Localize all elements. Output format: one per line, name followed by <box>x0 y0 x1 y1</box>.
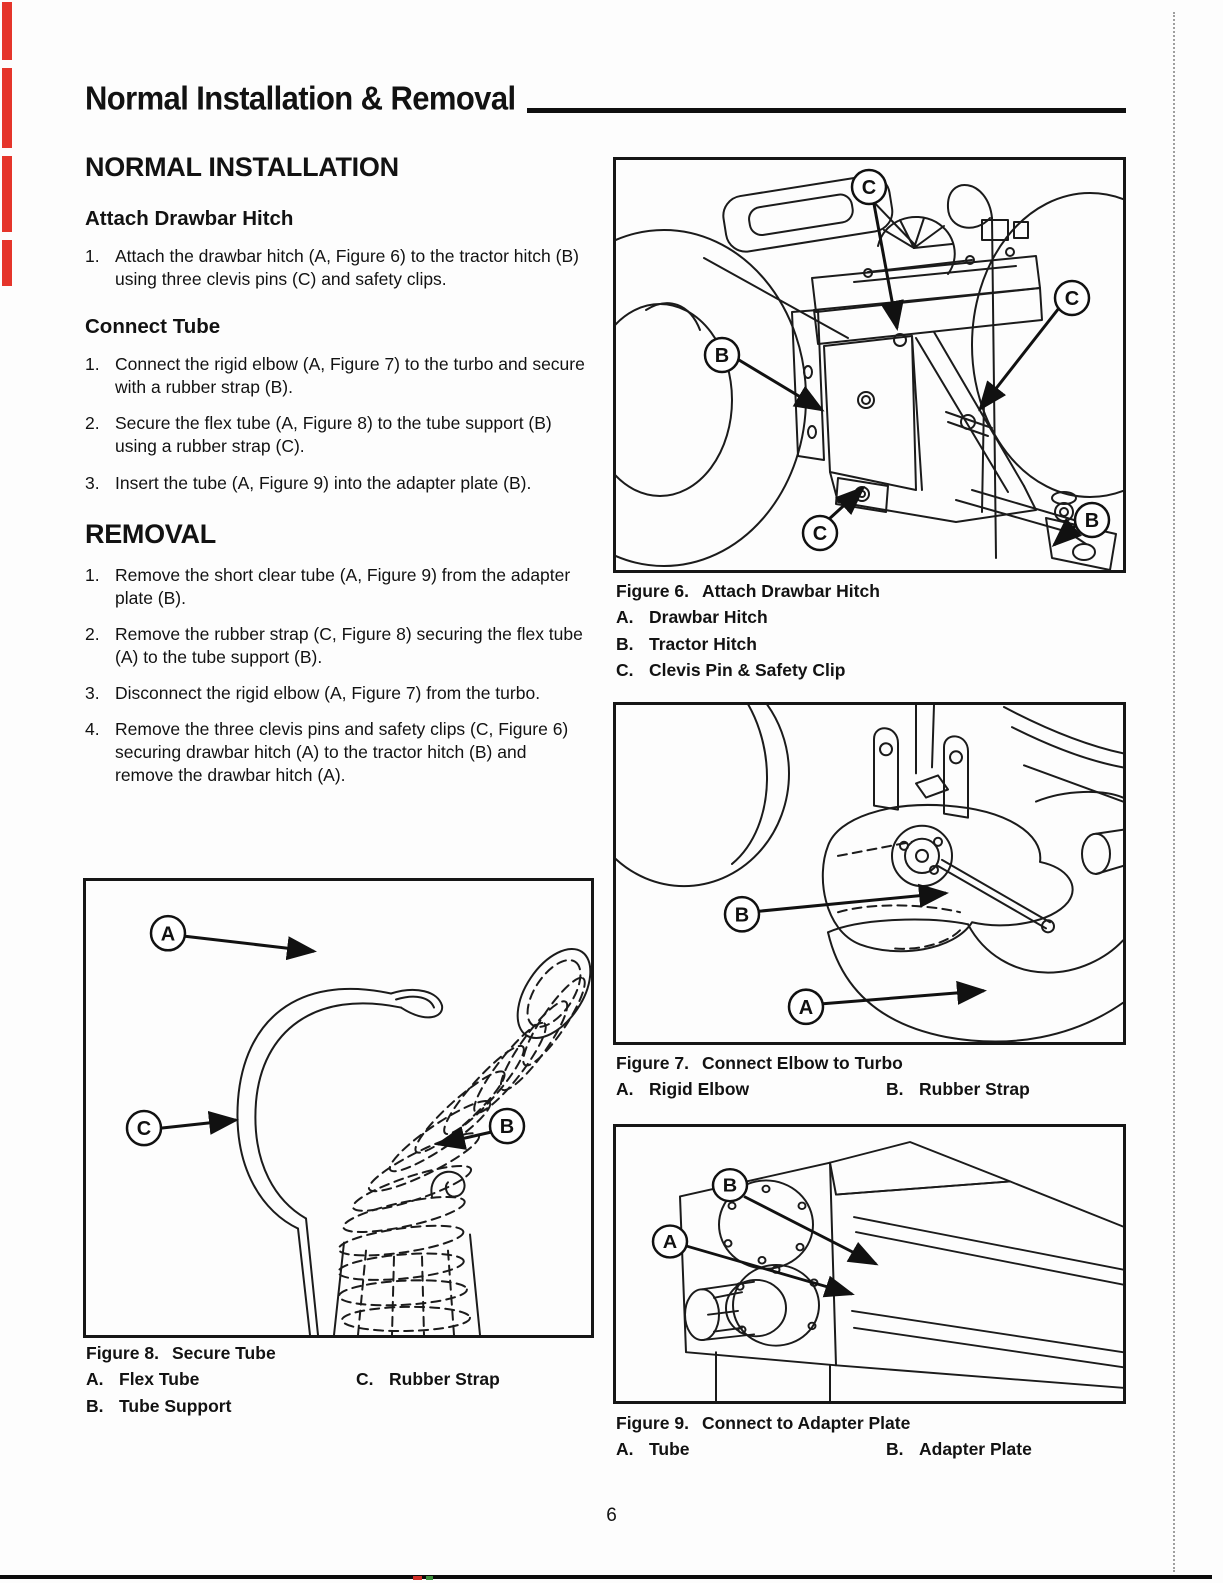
scan-artifact-green-dash <box>426 1576 433 1580</box>
item-number: 4. <box>85 719 100 740</box>
legend-row <box>86 1366 591 1392</box>
turbo-elbow-drawing <box>616 705 1123 1042</box>
figure-6-drawing <box>616 160 1123 570</box>
figure-label: Figure 6. <box>616 581 689 601</box>
bottom-rule <box>0 1575 1212 1579</box>
subheading-attach-drawbar-hitch: Attach Drawbar Hitch <box>85 207 294 230</box>
figure-label: Figure 9. <box>616 1413 689 1433</box>
item-number: 1. <box>85 246 100 266</box>
svg-text:C: C <box>861 177 877 199</box>
title-underline <box>527 108 1126 113</box>
legend-item: A. Drawbar Hitch <box>616 607 768 628</box>
figure-8-callouts <box>127 916 524 1145</box>
item-number: 1. <box>85 354 100 375</box>
subheading-connect-tube: Connect Tube <box>85 315 221 339</box>
callout-b <box>725 897 759 931</box>
svg-text:B: B <box>722 1175 738 1197</box>
page-header <box>85 79 1126 118</box>
legend-row <box>616 1436 1121 1462</box>
item-number: 2. <box>85 623 100 644</box>
callout-a <box>789 990 823 1024</box>
callout-b-left <box>705 338 739 372</box>
scan-artifact-red-mark <box>2 68 12 148</box>
legend-item: B. Tube Support <box>86 1395 232 1416</box>
figure-9-image <box>613 1124 1126 1404</box>
scan-artifact-red-mark <box>2 2 12 60</box>
legend-item: A. Tube <box>616 1439 690 1460</box>
figure-9-drawing <box>616 1127 1123 1401</box>
figure-8-drawing <box>86 881 591 1335</box>
callout-a <box>653 1226 687 1258</box>
legend-item: B. Rubber Strap <box>886 1079 1030 1100</box>
svg-text:A: A <box>160 923 176 946</box>
list-item <box>85 353 601 399</box>
caption-line <box>616 1410 1121 1436</box>
svg-text:C: C <box>1064 288 1080 310</box>
item-text: Disconnect the rigid elbow (A, Figure 7) from the turbo. <box>115 683 541 704</box>
item-text: Connect the rigid elbow (A, Figure 7) to the turbo and secure with a rubber strap (B). <box>115 354 585 398</box>
figure-6-image <box>613 157 1126 573</box>
figure-7-callouts <box>725 893 984 1024</box>
figure-8-caption <box>86 1340 591 1419</box>
figure-6-caption <box>616 578 1121 683</box>
figure-title: Connect to Adapter Plate <box>701 1413 911 1433</box>
item-text: Secure the flex tube (A, Figure 8) to the tube support (B) using a rubber strap (C). <box>115 413 552 457</box>
legend-row <box>616 1076 1121 1102</box>
figure-8-image <box>83 878 594 1338</box>
legend-item: C. Clevis Pin & Safety Clip <box>616 659 846 680</box>
figure-9-callouts <box>653 1169 876 1294</box>
scan-artifact-red-dash <box>413 1576 422 1580</box>
caption-line <box>616 578 1121 604</box>
legend-item: A. Rigid Elbow <box>616 1079 750 1100</box>
svg-text:C: C <box>136 1118 152 1141</box>
figure-6-callouts <box>705 170 1109 550</box>
section-heading-removal: REMOVAL <box>85 518 216 549</box>
svg-text:C: C <box>812 523 828 545</box>
legend-item: A. Flex Tube <box>86 1369 200 1390</box>
callout-c-right <box>1055 281 1089 315</box>
section-heading-installation: NORMAL INSTALLATION <box>85 152 399 182</box>
legend-item: C. Rubber Strap <box>356 1369 500 1390</box>
callout-b <box>713 1169 747 1201</box>
list-item <box>85 412 601 458</box>
figure-7-image <box>613 702 1126 1045</box>
item-text: Insert the tube (A, Figure 9) into the adapter plate (B). <box>115 472 532 493</box>
item-text: Remove the three clevis pins and safety clips (C, Figure 6) securing drawbar hitch (A) to the tractor hitch (B) and remove the drawbar hitch (A). <box>115 719 569 786</box>
scan-artifact-red-mark <box>2 240 12 286</box>
callout-c <box>127 1111 161 1145</box>
svg-text:B: B <box>734 904 750 927</box>
list-item <box>85 718 601 787</box>
item-text: Attach the drawbar hitch (A, Figure 6) to the tractor hitch (B) using three clevis pins (C) and safety clips. <box>115 246 579 290</box>
svg-text:B: B <box>499 1116 515 1139</box>
list-item <box>85 245 601 291</box>
legend-item: B. Adapter Plate <box>886 1439 1032 1460</box>
callout-c-bottom <box>803 516 837 550</box>
figure-7-drawing <box>616 705 1123 1042</box>
callout-b-bottom <box>1075 503 1109 537</box>
list-item <box>85 623 601 669</box>
list-item <box>85 682 601 705</box>
item-number: 3. <box>85 472 100 493</box>
svg-text:A: A <box>662 1231 678 1253</box>
attach-steps <box>85 245 601 291</box>
figure-title: Secure Tube <box>171 1343 276 1363</box>
callout-c-top <box>852 170 886 204</box>
figure-title: Connect Elbow to Turbo <box>701 1053 903 1073</box>
figure-label: Figure 8. <box>86 1343 159 1363</box>
figure-7-caption <box>616 1050 1121 1103</box>
item-text: Remove the rubber strap (C, Figure 8) securing the flex tube (A) to the tube support (B). <box>115 623 583 667</box>
figure-title: Attach Drawbar Hitch <box>701 581 880 601</box>
right-dotted-scan-line <box>1173 12 1175 1572</box>
flex-tube-drawing <box>237 936 591 1335</box>
item-number: 3. <box>85 683 100 704</box>
page-number: 6 <box>606 1505 617 1526</box>
item-number: 2. <box>85 413 100 434</box>
item-number: 1. <box>85 564 100 585</box>
text-column <box>85 140 601 800</box>
removal-steps <box>85 564 601 788</box>
tractor-rear-drawing <box>616 173 1123 570</box>
list-item <box>85 564 601 610</box>
caption-line <box>86 1340 591 1366</box>
caption-line <box>616 1050 1121 1076</box>
callout-a <box>151 916 185 950</box>
callout-b <box>490 1109 524 1143</box>
legend-item: B. Tractor Hitch <box>616 633 757 654</box>
item-text: Remove the short clear tube (A, Figure 9) from the adapter plate (B). <box>115 564 571 608</box>
connect-steps <box>85 353 601 494</box>
figure-9-caption <box>616 1410 1121 1463</box>
svg-text:A: A <box>798 996 814 1019</box>
page-title: Normal Installation & Removal <box>85 79 516 118</box>
figure-label: Figure 7. <box>616 1053 689 1073</box>
svg-text:B: B <box>1084 510 1100 532</box>
svg-text:B: B <box>714 345 730 367</box>
list-item <box>85 472 601 495</box>
scan-artifact-red-mark <box>2 156 12 232</box>
